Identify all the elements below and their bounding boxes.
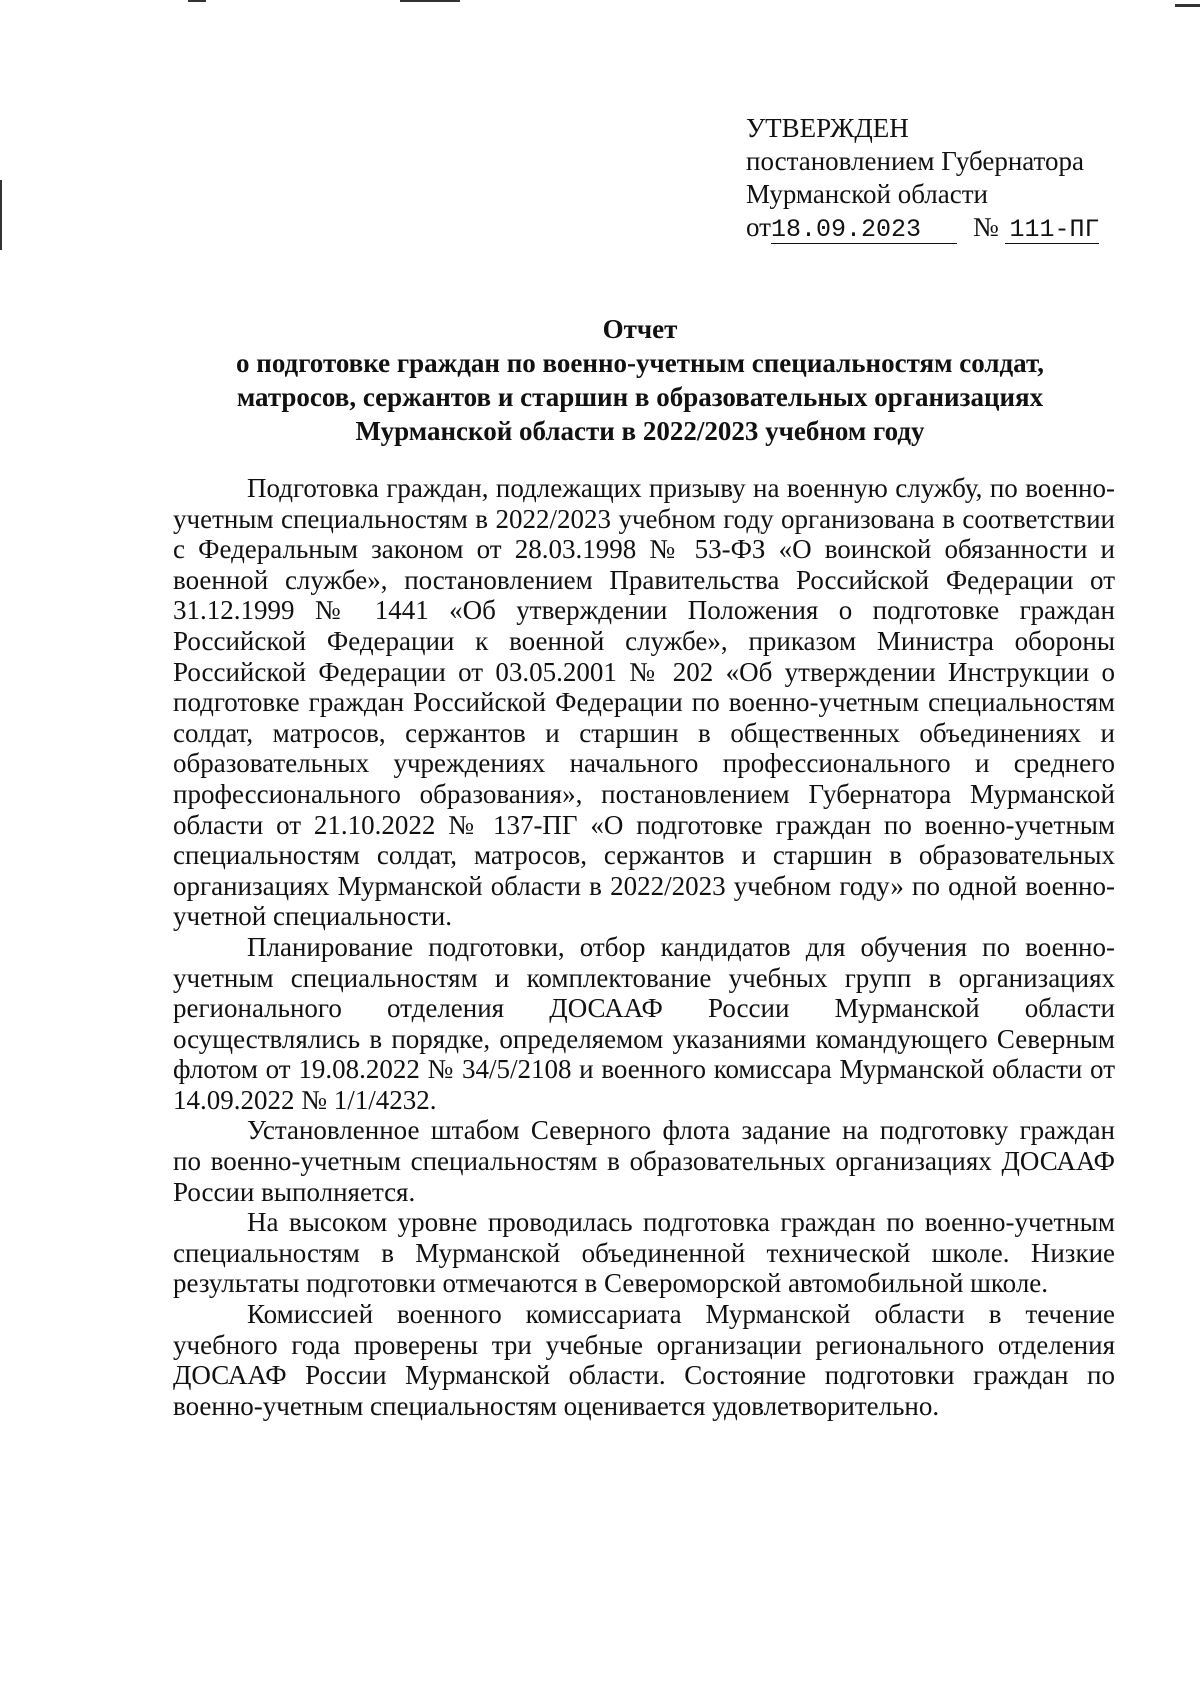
paragraph-planning: Планирование подготовки, отбор кандидатов для обучения по военно-учетным специальностям и комплектование учебных групп в организациях регионального отделения ДОСААФ России Мурманской области осуществлялись в порядке, определяемом указаниями командующего Северным флотом от 19.08.2022 № 34/5/2108 и военного комиссара Мурманской области от 14.09.2022 № 1/1/4232. xyxy=(173,931,1115,1115)
approval-date: 18.09.2023 xyxy=(771,217,957,244)
approval-title: УТВЕРЖДЕН xyxy=(746,113,909,143)
paragraph-assignment: Установленное штабом Северного флота задание на подготовку граждан по военно-учетным специальностям в образовательных организациях ДОСААФ России выполняется. xyxy=(173,1115,1115,1207)
title-line-3: Мурманской области в 2022/2023 учебном году xyxy=(355,416,925,446)
paragraph-legal-basis: Подготовка граждан, подлежащих призыву на военную службу, по военно-учетным специальностям в 2022/2023 учебном году организована в соответствии с Федеральным законом от 28.03.1998 № 53-ФЗ «О воинской обязанности и военной службе», постановлением Правительства Российской Федерации от 31.12.1999 № 1441 «Об утверждении Положения о подготовке граждан Российской Федерации к военной службе», приказом Министра обороны Российской Федерации от 03.05.2001 № 202 «Об утверждении Инструкции о подготовке граждан Российской Федерации по военно-учетным специальностям солдат, матросов, сержантов и старшин в общественных объединениях и образовательных учреждениях начального профессионального и среднего профессионального образования», постановлением Губернатора Мурманской области от 21.10.2022 № 137-ПГ «О подготовке граждан по военно-учетным специальностям солдат, матросов, сержантов и старшин в образовательных организациях Мурманской области в 2022/2023 учебном году» по одной военно-учетной специальности. xyxy=(173,473,1115,932)
paragraph-inspection: Комиссией военного комиссариата Мурманской области в течение учебного года проверены три учебные организации регионального отделения ДОСААФ России Мурманской области. Состояние подготовки граждан по военно-учетным специальностям оценивается удовлетворительно. xyxy=(173,1299,1115,1421)
approval-date-line xyxy=(746,211,1146,244)
title-heading: Отчет xyxy=(602,314,678,344)
scan-mark-left-edge xyxy=(0,180,2,250)
paragraph-results: На высоком уровне проводилась подготовка граждан по военно-учетным специальностям в Мурманской объединенной технической школе. Низкие результаты подготовки отмечаются в Североморской автомобильной школе. xyxy=(173,1207,1115,1299)
title-line-2: матросов, сержантов и старшин в образовательных организациях xyxy=(236,382,1044,412)
approval-line-decree: постановлением Губернатора xyxy=(746,146,1084,176)
approval-line-region: Мурманской области xyxy=(746,179,988,209)
document-body xyxy=(173,473,1115,1421)
date-prefix: от xyxy=(746,212,771,242)
scan-mark-top-right xyxy=(1175,4,1200,7)
number-sign: № xyxy=(972,212,999,242)
document-title xyxy=(160,312,1120,448)
approval-number: 111-ПГ xyxy=(1005,217,1099,244)
scan-mark-top-center xyxy=(400,0,460,2)
scan-mark-top-left xyxy=(188,0,206,2)
approval-stamp xyxy=(746,112,1146,244)
title-line-1: о подготовке граждан по военно-учетным специальностям солдат, xyxy=(236,348,1044,378)
